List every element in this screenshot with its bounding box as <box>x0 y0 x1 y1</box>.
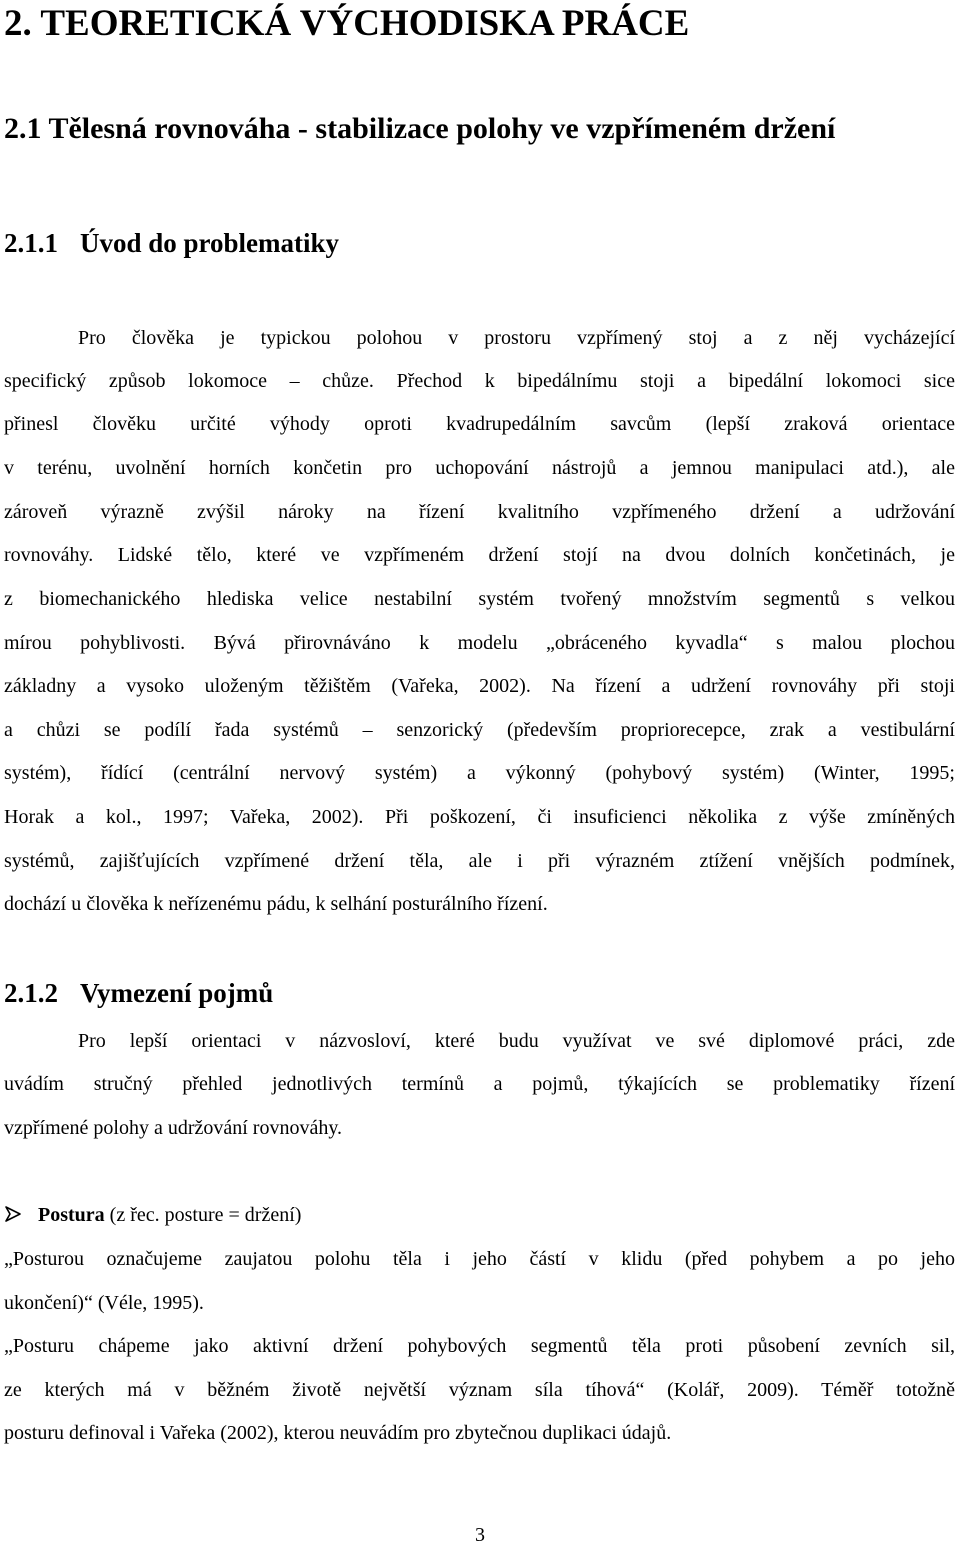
paragraph-line: Pro lepší orientaci v názvosloví, které budu využívat ve své diplomové práci, zde <box>78 1030 955 1052</box>
subsection-number: 2.1.2 <box>4 978 58 1008</box>
arrow-bullet-icon <box>4 1203 38 1227</box>
paragraph-line: Horak a kol., 1997; Vařeka, 2002). Při poškození, či insuficienci několika z výše zmíněných <box>4 806 955 828</box>
bullet-term: Postura <box>38 1204 105 1226</box>
paragraph-line: specifický způsob lokomoce – chůze. Přechod k bipedálnímu stoji a bipedální lokomoci sice <box>4 370 955 392</box>
paragraph-line: a chůzi se podílí řada systémů – senzorický (především propriorecepce, zrak a vestibulární <box>4 719 955 741</box>
paragraph-line: systémů, zajišťujících vzpřímené držení těla, ale i při výrazném ztížení vnějších podmínek, <box>4 850 955 872</box>
subsection-title: Úvod do problematiky <box>80 228 340 258</box>
bullet-text: (z řec. posture = držení) <box>104 1204 302 1226</box>
paragraph-line: přinesl člověku určité výhody oproti kvadrupedálním savcům (lepší zraková orientace <box>4 413 955 435</box>
paragraph-line: zároveň výrazně zvýšil nároky na řízení kvalitního vzpřímeného držení a udržování <box>4 501 955 523</box>
paragraph-line: základny a vysoko uloženým těžištěm (Vařeka, 2002). Na řízení a udržení rovnováhy při stoji <box>4 675 955 697</box>
subsection-number: 2.1.1 <box>4 228 58 258</box>
page-number: 3 <box>475 1524 485 1546</box>
quote-line: „Posturou označujeme zaujatou polohu těla i jeho částí v klidu (před pohybem a po jeho <box>4 1248 955 1270</box>
paragraph-line: systém), řídící (centrální nervový systém) a výkonný (pohybový systém) (Winter, 1995; <box>4 762 955 784</box>
paragraph-line: rovnováhy. Lidské tělo, které ve vzpřímeném držení stojí na dvou dolních končetinách, je <box>4 544 955 566</box>
subsection-heading-2 <box>4 978 273 1009</box>
chapter-heading: 2. TEORETICKÁ VÝCHODISKA PRÁCE <box>4 3 690 44</box>
subsection-heading-1 <box>4 228 339 259</box>
paragraph-line: vzpřímené polohy a udržování rovnováhy. <box>4 1117 343 1139</box>
quote-line: ukončení)“ (Véle, 1995). <box>4 1292 204 1314</box>
quote-line: „Posturu chápeme jako aktivní držení pohybových segmentů těla proti působení zevních sil, <box>4 1335 955 1357</box>
section-heading: 2.1 Tělesná rovnováha - stabilizace polohy ve vzpřímeném držení <box>4 112 836 145</box>
quote-line: posturu definoval i Vařeka (2002), kterou neuvádím pro zbytečnou duplikaci údajů. <box>4 1422 672 1444</box>
paragraph-line: mírou pohyblivosti. Bývá přirovnáváno k modelu „obráceného kyvadla“ s malou plochou <box>4 632 955 654</box>
paragraph-line: v terénu, uvolnění horních končetin pro uchopování nástrojů a jemnou manipulaci atd.), ale <box>4 457 955 479</box>
paragraph-line: z biomechanického hlediska velice nestabilní systém tvořený množstvím segmentů s velkou <box>4 588 955 610</box>
subsection-title: Vymezení pojmů <box>80 978 274 1008</box>
quote-line: ze kterých má v běžném životě největší význam síla tíhová“ (Kolář, 2009). Téměř totožně <box>4 1379 955 1401</box>
paragraph-line: dochází u člověka k neřízenému pádu, k selhání posturálního řízení. <box>4 893 548 915</box>
paragraph-line: uvádím stručný přehled jednotlivých termínů a pojmů, týkajících se problematiky řízení <box>4 1073 955 1095</box>
bullet-item <box>4 1203 301 1227</box>
paragraph-line: Pro člověka je typickou polohou v prostoru vzpřímený stoj a z něj vycházející <box>78 327 955 349</box>
